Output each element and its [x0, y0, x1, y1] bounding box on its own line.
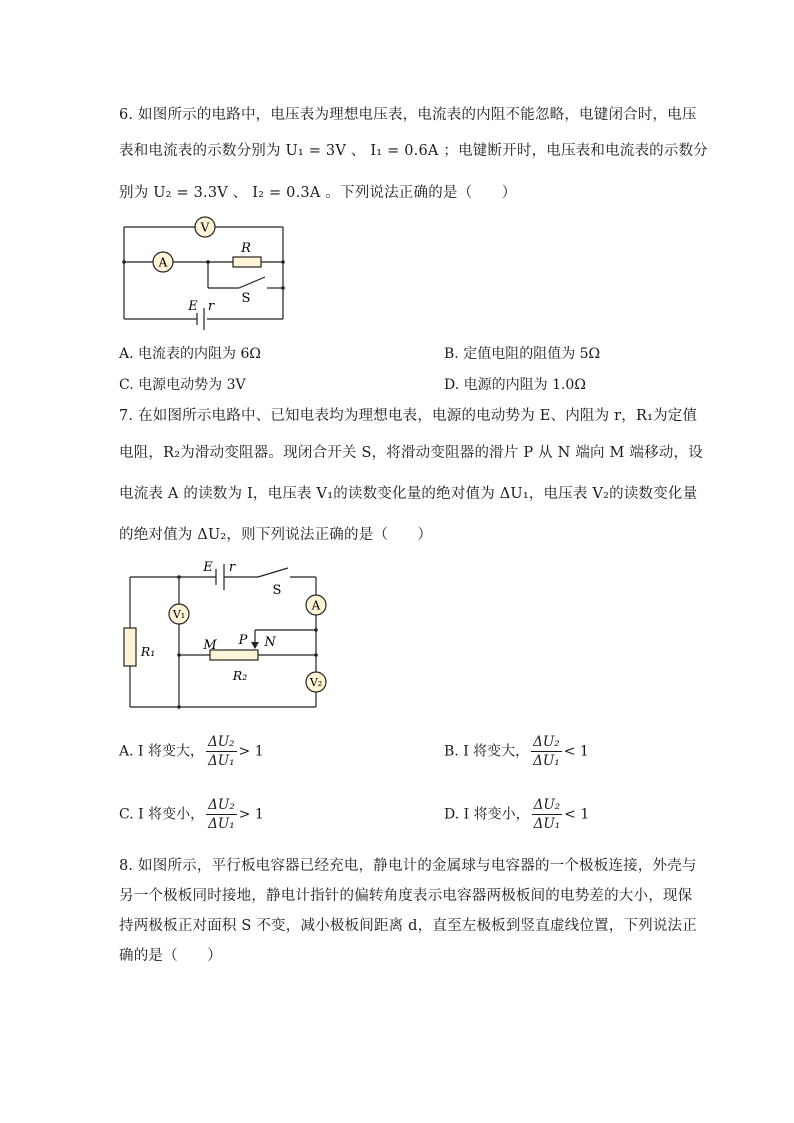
q6-voltmeter-label: V	[200, 220, 210, 235]
q7-option-b	[444, 734, 589, 769]
q6-text-line-1: 6. 如图所示的电路中，电压表为理想电压表，电流表的内阻不能忽略，电键闭合时，电压	[119, 107, 697, 123]
q7-v1-label: V₁	[172, 608, 186, 621]
q7-option-b-fraction: $\frac{\text{ΔU₂}}{\text{ΔU₁}}$	[533, 734, 560, 769]
q7-r1-label: R₁	[140, 644, 156, 659]
q7-text-line-4: 的绝对值为 ΔU₂，则下列说法正确的是（ ）	[119, 527, 433, 543]
q7-option-c-fraction: $\frac{\text{ΔU₂}}{\text{ΔU₁}}$	[208, 797, 235, 832]
q7-option-c-prefix: C. I 将变小，	[119, 806, 205, 823]
q7-option-a-comparison: > 1	[238, 743, 264, 760]
q6-text-line-3: 别为 U₂ = 3.3V 、 I₂ = 0.3A 。下列说法正确的是（ ）	[119, 185, 517, 201]
q7-text-line-3: 电流表 A 的读数为 I，电压表 V₁的读数变化量的绝对值为 ΔU₁，电压表 V₂的读数变化量	[119, 486, 698, 502]
q6-option-a: A. 电流表的内阻为 6Ω	[119, 346, 261, 362]
q7-junction-dots	[177, 575, 318, 709]
q7-m-label: M	[203, 638, 217, 653]
q8-text-line-2: 另一个极板同时接地，静电计指针的偏转角度表示电容器两极板间的电势差的大小，现保	[119, 888, 693, 904]
q7-switch-label: S	[272, 583, 282, 598]
q7-option-d-prefix: D. I 将变小，	[444, 806, 530, 823]
q6-option-d: D. 电源的内阻为 1.0Ω	[444, 377, 586, 393]
q6-switch-label: S	[241, 291, 251, 306]
q6-resistor-label: R	[241, 241, 251, 256]
q7-r2-label: R₂	[232, 668, 248, 683]
q7-slider-arrow-icon	[251, 642, 259, 649]
q7-text-line-1: 7. 在如图所示电路中、已知电表均为理想电表，电源的电动势为 E、内阻为 r，R₁为定值	[119, 408, 698, 424]
q7-resistor-r1	[124, 628, 136, 666]
q6-emf-label: E	[188, 299, 198, 314]
q7-option-b-prefix: B. I 将变大，	[444, 743, 530, 760]
q7-v2-label: V₂	[309, 676, 323, 689]
q8-text-line-4: 确的是（ ）	[119, 948, 222, 964]
q6-ammeter-label: A	[158, 255, 168, 270]
q7-rheostat-r2	[210, 650, 258, 660]
q7-circuit-diagram	[118, 558, 338, 718]
q6-internal-r-label: r	[207, 299, 215, 314]
q7-option-a-fraction: $\frac{\text{ΔU₂}}{\text{ΔU₁}}$	[208, 734, 235, 769]
q7-option-d-comparison: < 1	[564, 806, 590, 823]
q8-text-line-3: 持两极板正对面积 S 不变，减小极板间距离 d，直至左极板到竖直虚线位置，下列说法正	[119, 918, 697, 934]
q6-circuit-diagram	[115, 210, 295, 330]
q7-option-d-fraction: $\frac{\text{ΔU₂}}{\text{ΔU₁}}$	[533, 797, 561, 832]
q7-emf-label: E	[203, 560, 213, 575]
q8-text-line-1: 8. 如图所示，平行板电容器已经充电，静电计的金属球与电容器的一个极板连接，外壳与	[119, 858, 697, 874]
q7-option-c-comparison: > 1	[238, 806, 264, 823]
q7-option-d	[444, 797, 589, 832]
q6-resistor	[233, 257, 261, 267]
q7-p-label: P	[238, 633, 248, 648]
q7-option-a	[119, 734, 264, 769]
q7-option-c	[119, 797, 264, 832]
q7-option-a-prefix: A. I 将变大，	[119, 743, 204, 760]
q7-text-line-2: 电阻，R₂为滑动变阻器。现闭合开关 S，将滑动变阻器的滑片 P 从 N 端向 M 端移动，设	[119, 445, 703, 461]
q7-ammeter-label: A	[311, 598, 321, 613]
q6-option-b: B. 定值电阻的阻值为 5Ω	[444, 346, 601, 362]
q7-option-b-comparison: < 1	[563, 743, 589, 760]
q7-internal-r-label: r	[228, 560, 236, 575]
q6-option-c: C. 电源电动势为 3V	[119, 377, 246, 393]
q7-n-label: N	[264, 635, 276, 650]
q6-text-line-2: 表和电流表的示数分别为 U₁ = 3V 、 I₁ = 0.6A ；电键断开时，电压表和电流表的示数分	[119, 143, 708, 159]
